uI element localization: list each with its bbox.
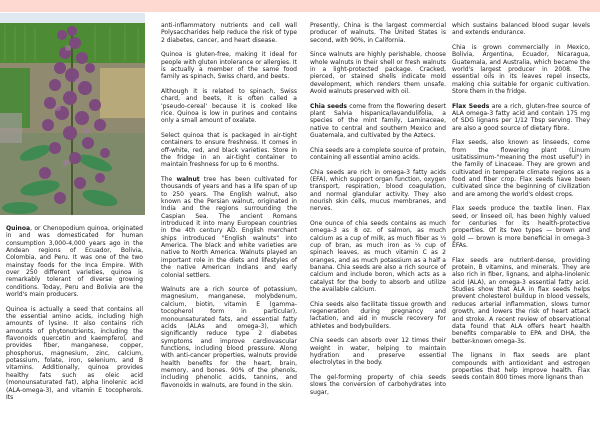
quinoa-plant-illustration (0, 13, 145, 215)
walnut-producers-paragraph: Presently, China is the largest commercial producer of walnuts. The United States is second, with 90%, in California. (310, 22, 446, 44)
chia-comparison-paragraph: One ounce of chia seeds contains as much omega-3 as 8 oz. of salmon, as much calcium as a cup of milk, as much fiber as ⅓ cup of bran, as much iron as ⅓ cup of spinach leaves, as much vitamin C as 2 oranges, and as much potassium as a half a banana. Chia seeds are also a rich source of calcium and include boron, which acts as a catalyst for the body to absorb and utilize the available calcium. (310, 220, 446, 294)
chia-intro-paragraph: Chia seeds come from the flowering desert plant Salvia hispanica/lavandulifolia, a species of the mint family, Laminaceae, native to central and southern Mexico and Guatemala, and cultivated by the Aztecs. (310, 102, 447, 140)
column-1 (6, 225, 143, 409)
column-4 (452, 22, 590, 389)
chia-omega3-paragraph: Chia seeds are rich in omega-3 fatty acids (EFA), which support organ function, oxygen transport, respiration, blood coagulation, and normal glandular activity. They also nourish skin cells, mucus membranes, and nerves. (310, 168, 446, 213)
flax-lead-term: Flax Seeds (452, 102, 490, 110)
quinoa-gluten-free-paragraph: Quinoa is gluten-free, making it ideal for people with gluten intolerance or allergies. It is actually a member of the same food family as spinach, Swiss chard, and beets. (161, 51, 298, 81)
chia-hydration-paragraph: Chia seeds can absorb over 12 times their weight in water, helping to maintain hydration and preserve essential electrolytes in the body. (310, 337, 446, 367)
flax-intro-paragraph: Flax Seeds are a rich, gluten-free source of ALA omega-3 fatty acid and contain 175 mg of SDG lignans per 1/12 Tbsp serving. They are also a good source of dietary fibre. (452, 102, 590, 132)
walnut-storage-paragraph: Since walnuts are highly perishable, choose whole walnuts in their shell or fresh walnuts in a light-protected package. Cracked, pierced, or stained shells indicate mold development, which renders them unsafe. Avoid walnuts preserved with oil. (310, 51, 446, 96)
chia-protein-paragraph: Chia seeds are a complete source of protein, containing all essential amino acids. (310, 146, 446, 162)
flax-lignans-paragraph: The lignans in flax seeds are plant compounds with antioxidant and estrogen properties that help improve health. Flax seeds contain 800 times more lignans than (452, 352, 590, 382)
walnut-intro-paragraph: The walnut tree has been cultivated for thousands of years and has a life span of up to 250 years. The English walnut, also known as the Persian walnut, originated in India and the regions surrounding the Caspian Sea. The ancient Romans introduced it into many European countries in the 4th century AD. English merchant ships introduced "English walnuts" into America. The black and white varieties are native to North America. Walnuts played an important role in the diets and lifestyles of the native American Indians and early colonial settlers. (161, 176, 297, 279)
flax-origin-paragraph: Flax seeds, also known as linseeds, come from the flowering plant (Linum usitatissimum-"meaning the most useful") in the family of Linaceae. They are grown and cultivated in temperate climate regions as a food and fiber crop. Flax seeds have been cultivated since the beginning of civilization and are among the world's oldest crops. (452, 139, 590, 198)
quinoa-lead-term: Quinoa (6, 225, 31, 232)
chia-growth-paragraph: Chia seeds also facilitate tissue growth and regeneration during pregnancy and lactation, and aid in muscle recovery for athletes and bodybuilders. (310, 300, 446, 330)
flax-nutrients-paragraph: Flax seeds are nutrient-dense, providing protein, B vitamins, and minerals. They are also rich in fiber, lignans, and alpha-linolenic acid (ALA), an omega-3 essential fatty acid. Studies show that ALA in flax seeds helps prevent cholesterol buildup in blood vessels, reduces arterial inflammation, slows tumor growth, and lowers the risk of heart attack and stroke. A recent review of observational data found that ALA offers heart health benefits comparable to EPA and DHA, the better-known omega-3s. (452, 256, 590, 345)
walnut-nutrition-paragraph: Walnuts are a rich source of potassium, magnesium, manganese, molybdenum, calcium, biotin, vitamin E (gamma-tocopherol form in particular), monounsaturated fats, and essential fatty acids (ALAs and omega-3), which significantly reduce type 2 diabetes symptoms and improve cardiovascular functions, including blood pressure. Along with anti-cancer properties, walnuts provide health benefits for the heart, brain, memory, and bones. 90% of the phenols, including phenolic acids, tannins, and flavonoids in walnuts, are found in the skin. (161, 286, 297, 389)
header-band (0, 0, 600, 12)
flax-linen-paragraph: Flax seeds produce the textile linen. Flax seed, or linseed oil, has been highly valued for centuries for its health-protective properties. Of its two types — brown and gold — brown is more beneficial in omega-3 EFAs. (452, 205, 590, 250)
chia-gel-paragraph: The gel-forming property of chia seeds slows the conversion of carbohydrates into sugar, (310, 374, 446, 396)
chia-lead-term: Chia seeds (310, 102, 348, 110)
quinoa-pseudo-cereal-paragraph: Although it is related to spinach, Swiss chard, and beets, it is often called a 'pseudo-cereal' because it is cooked like rice. Quinoa is low in purines and contains only a small amount of oxalate. (161, 88, 297, 125)
column-3 (310, 22, 446, 403)
column-2 (161, 22, 297, 396)
quinoa-intro-paragraph: Quinoa, or Chenopodium quinoa, originated in and was domesticated for human consumption 3,000-4,000 years ago in the Andean regions of Ecuador, Bolivia, Colombia, and Peru. It was one of the two mainstay foods for the Inca Empire. With over 250 different varieties, quinoa is remarkably tolerant of diverse growing conditions. Today, Peru and Bolivia are the world's main producers. (6, 225, 143, 299)
quinoa-nutrition-paragraph: Quinoa is actually a seed that contains all the essential amino acids, including high amounts of lysine. It also contains rich amounts of phytonutrients, including the flavonoids quercetin and kaempferol, and provides fiber, manganese, copper, phosphorus, magnesium, zinc, calcium, potassium, folate, iron, selenium, and B vitamins. Additionally, quinoa provides healthy fats such as oleic acid (monounsaturated fat), alpha linolenic acid (ALA-omega-3), and vitamin E tocopherols. Its (6, 305, 143, 401)
quinoa-storage-paragraph: Select quinoa that is packaged in air-tight containers to ensure freshness. It comes in off-white, red, and black varieties. Store in the fridge in an air-tight container to maintain freshness for up to 6 months. (161, 132, 297, 169)
walnut-lead-term: walnut (176, 176, 200, 184)
chia-cultivation-paragraph: Chia is grown commercially in Mexico, Bolivia, Argentina, Ecuador, Nicaragua, Guatemala, and Australia, which became the world's largest producer in 2008. The essential oils in its leaves repel insects, making chia suitable for organic cultivation. Store them in the fridge. (452, 43, 590, 96)
quinoa-plant-photo (0, 13, 145, 215)
quinoa-benefits-paragraph: anti-inflammatory nutrients and cell wall Polysaccharides help reduce the risk of type 2 diabetes, cancer, and heart disease. (161, 22, 297, 44)
chia-gel-continued-paragraph: which sustains balanced blood sugar levels and extends endurance. (452, 22, 590, 37)
